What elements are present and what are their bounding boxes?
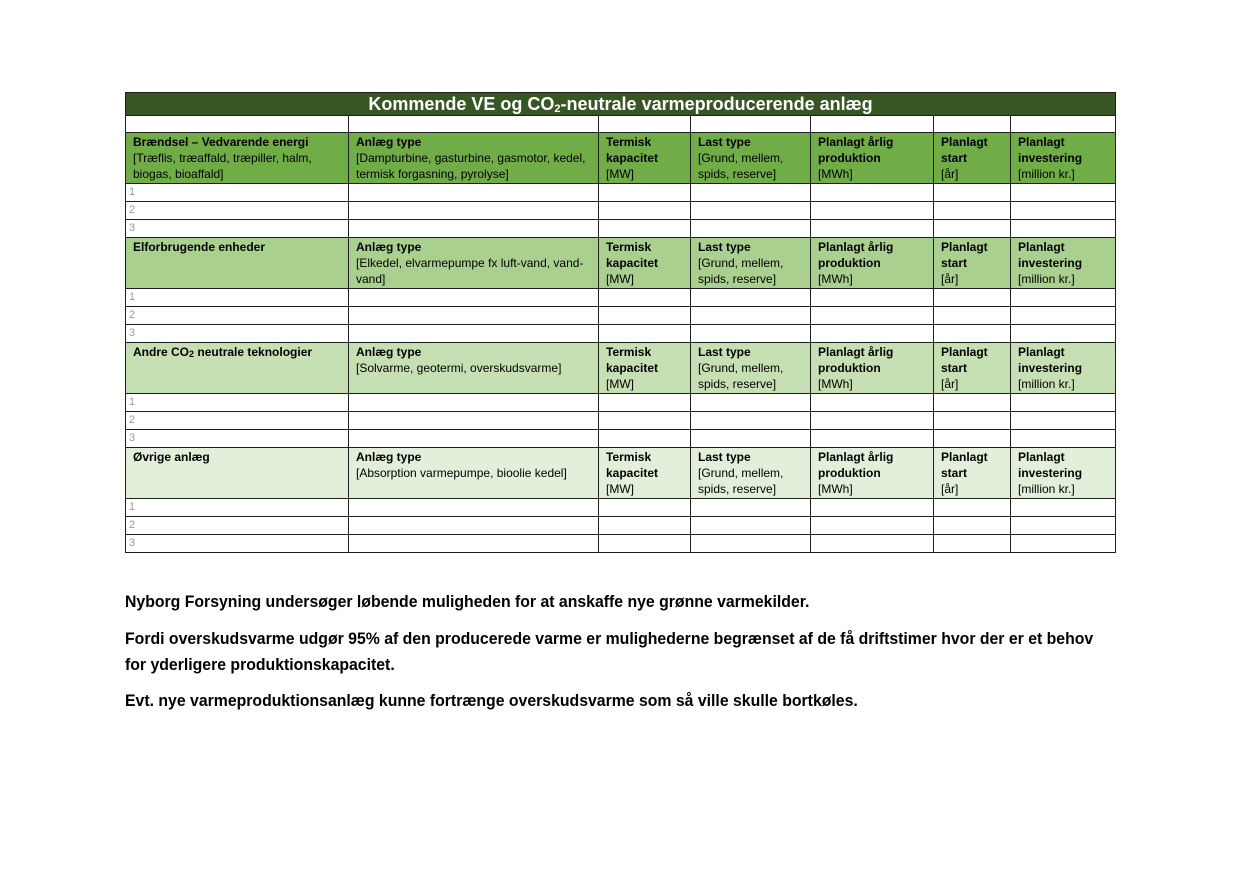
section-header-electric-units: [126, 238, 1116, 289]
capacity-cell: Termisk kapacitet [MW]: [599, 238, 691, 289]
category-cell: Elforbrugende enheder: [126, 238, 349, 289]
capacity-cell: Termisk kapacitet [MW]: [599, 448, 691, 499]
production-cell: Planlagt årlig produktion [MWh]: [811, 343, 934, 394]
row-number: 3: [126, 325, 349, 343]
table-row: [126, 394, 1116, 412]
start-cell: Planlagt start [år]: [934, 238, 1011, 289]
table-row: [126, 202, 1116, 220]
capacity-cell: Termisk kapacitet [MW]: [599, 133, 691, 184]
table-row: [126, 535, 1116, 553]
table-row: [126, 412, 1116, 430]
paragraph-intro: Nyborg Forsyning undersøger løbende muligheden for at anskaffe nye grønne varmekilder.: [125, 592, 810, 611]
row-number: 1: [126, 499, 349, 517]
load-type-cell: Last type [Grund, mellem, spids, reserve]: [691, 343, 811, 394]
plant-type-cell: Anlæg type [Solvarme, geotermi, overskudsvarme]: [349, 343, 599, 394]
investment-cell: Planlagt investering [million kr.]: [1011, 448, 1116, 499]
investment-cell: Planlagt investering [million kr.]: [1011, 238, 1116, 289]
production-cell: Planlagt årlig produktion [MWh]: [811, 448, 934, 499]
table-row: [126, 184, 1116, 202]
investment-cell: Planlagt investering [million kr.]: [1011, 133, 1116, 184]
section-header-other-co2-neutral: [126, 343, 1116, 394]
paragraph-displacement: Evt. nye varmeproduktionsanlæg kunne fortrænge overskudsvarme som så ville skulle bortkøles.: [125, 691, 858, 710]
row-number: 1: [126, 289, 349, 307]
section-header-other-plants: [126, 448, 1116, 499]
category-cell: Andre $CO_2$ neutrale teknologier: [126, 343, 349, 394]
paragraph-excess-heat: Fordi overskudsvarme udgør 95% af den producerede varme er mulighederne begrænset af de få driftstimer hvor der er et behov for yderligere produktionskapacitet.: [125, 629, 1094, 674]
table-row: [126, 499, 1116, 517]
table-row: [126, 325, 1116, 343]
category-cell: Øvrige anlæg: [126, 448, 349, 499]
table-row: [126, 517, 1116, 535]
row-number: 2: [126, 517, 349, 535]
row-number: 1: [126, 394, 349, 412]
production-cell: Planlagt årlig produktion [MWh]: [811, 238, 934, 289]
heat-plant-table: [125, 92, 1116, 553]
table-title-row: [126, 93, 1116, 116]
start-cell: Planlagt start [år]: [934, 343, 1011, 394]
spacer-row: [126, 116, 1116, 133]
row-number: 1: [126, 184, 349, 202]
capacity-cell: Termisk kapacitet [MW]: [599, 343, 691, 394]
row-number: 2: [126, 412, 349, 430]
table-row: [126, 307, 1116, 325]
section-header-renewable-fuel: [126, 133, 1116, 184]
row-number: 3: [126, 535, 349, 553]
table-row: [126, 220, 1116, 238]
plant-type-cell: Anlæg type [Elkedel, elvarmepumpe fx luft-vand, vand-vand]: [349, 238, 599, 289]
table-row: [126, 289, 1116, 307]
production-cell: Planlagt årlig produktion [MWh]: [811, 133, 934, 184]
load-type-cell: Last type [Grund, mellem, spids, reserve]: [691, 448, 811, 499]
table-row: [126, 430, 1116, 448]
load-type-cell: Last type [Grund, mellem, spids, reserve]: [691, 133, 811, 184]
start-cell: Planlagt start [år]: [934, 133, 1011, 184]
start-cell: Planlagt start [år]: [934, 448, 1011, 499]
row-number: 3: [126, 430, 349, 448]
row-number: 2: [126, 202, 349, 220]
row-number: 2: [126, 307, 349, 325]
row-number: 3: [126, 220, 349, 238]
plant-type-cell: Anlæg type [Absorption varmepumpe, bioolie kedel]: [349, 448, 599, 499]
load-type-cell: Last type [Grund, mellem, spids, reserve]: [691, 238, 811, 289]
table-title: Kommende VE og $CO_2$-neutrale varmeproducerende anlæg: [126, 93, 1116, 116]
investment-cell: Planlagt investering [million kr.]: [1011, 343, 1116, 394]
category-cell: Brændsel – Vedvarende energi [Træflis, træaffald, træpiller, halm, biogas, bioaffald]: [126, 133, 349, 184]
plant-type-cell: Anlæg type [Dampturbine, gasturbine, gasmotor, kedel, termisk forgasning, pyrolyse]: [349, 133, 599, 184]
